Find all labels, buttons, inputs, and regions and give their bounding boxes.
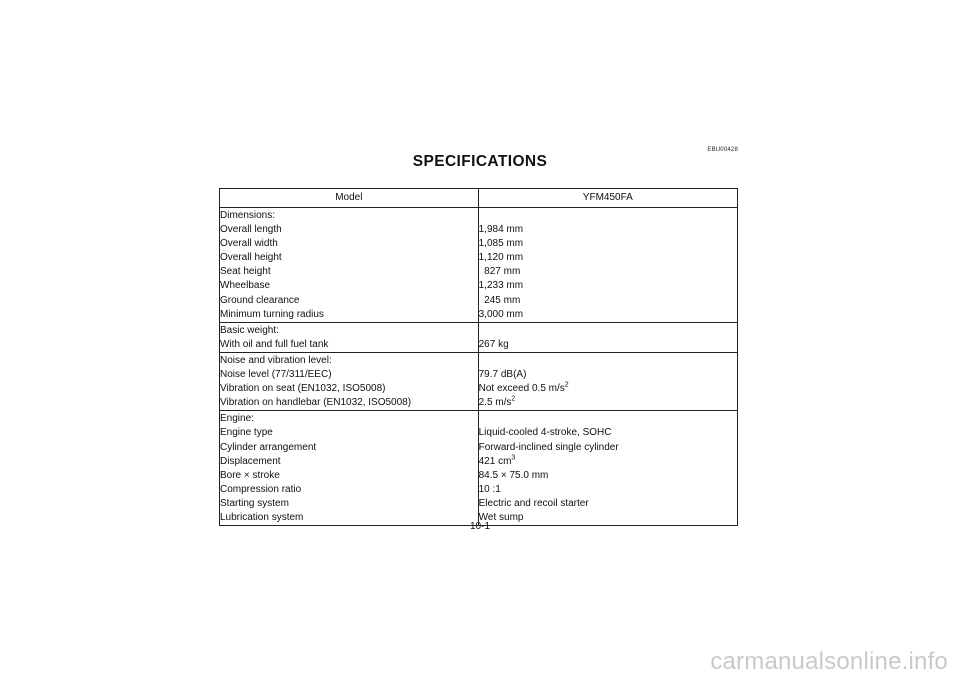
spec-row [220,265,738,279]
spec-row [220,426,738,440]
spec-group-heading-row [220,322,738,338]
spec-row [220,441,738,455]
spec-value-cell [478,294,737,308]
page-title: SPECIFICATIONS [412,153,548,170]
spec-value: 84.5 × 75.0 mm [478,469,549,481]
spec-value: 10 :1 [478,483,501,495]
spec-label: Overall height [220,251,479,265]
spec-value: 267 kg [478,338,509,350]
spec-value: 3,000 mm [478,308,524,320]
specifications-table [219,188,738,526]
spec-value-cell [478,265,737,279]
spec-label: Vibration on seat (EN1032, ISO5008) [220,382,479,396]
spec-group-heading-blank [478,208,737,224]
spec-value-cell [478,279,737,293]
spec-row [220,223,738,237]
spec-label: Noise level (77/311/EEC) [220,368,479,382]
spec-value-cell [478,251,737,265]
unit-exponent: 3 [511,454,516,462]
spec-value: 1,120 mm [478,252,524,264]
spec-value-cell [478,483,737,497]
spec-row [220,497,738,511]
page-number: 10-1 [469,521,490,532]
spec-value: 1,984 mm [478,224,524,236]
spec-value: Not exceed 0.5 m/s [478,383,565,395]
spec-label: Vibration on handlebar (EN1032, ISO5008) [220,396,479,411]
spec-value-cell [478,469,737,483]
spec-row [220,469,738,483]
spec-value-cell [478,455,737,469]
spec-value: Wet sump [478,511,524,523]
spec-value-cell [478,368,737,382]
spec-label: Ground clearance [220,294,479,308]
spec-value: 827 mm [478,266,521,278]
spec-label: Lubrication system [220,511,479,526]
unit-exponent: 2 [564,381,569,389]
spec-value: Forward-inclined single cylinder [478,441,619,453]
unit-exponent: 2 [511,395,516,403]
watermark: carmanualsonline.info [710,648,948,675]
spec-value-cell [478,426,737,440]
spec-value-cell [478,382,737,396]
document-code: EBU00428 [707,147,738,153]
spec-value-cell [478,338,737,353]
spec-group-heading-blank [478,352,737,368]
spec-row [220,251,738,265]
spec-row [220,455,738,469]
spec-label: Engine type [220,426,479,440]
header-model-name: YFM450FA [478,189,737,208]
spec-label: Cylinder arrangement [220,441,479,455]
spec-value-cell [478,396,737,411]
header-model: Model [220,189,479,208]
spec-row [220,483,738,497]
spec-row [220,237,738,251]
spec-group-heading: Dimensions: [220,208,479,224]
table-header-row [220,189,738,208]
spec-row [220,396,738,411]
spec-row [220,308,738,323]
spec-value-cell [478,497,737,511]
spec-value: 79.7 dB(A) [478,369,527,381]
spec-group-heading: Basic weight: [220,322,479,338]
spec-value: 1,085 mm [478,238,524,250]
spec-label: Overall length [220,223,479,237]
spec-group-heading: Noise and vibration level: [220,352,479,368]
specifications-body [220,208,738,526]
spec-label: Compression ratio [220,483,479,497]
spec-label: With oil and full fuel tank [220,338,479,353]
spec-value: Electric and recoil starter [478,497,589,509]
spec-label: Minimum turning radius [220,308,479,323]
spec-label: Overall width [220,237,479,251]
spec-row [220,382,738,396]
spec-label: Starting system [220,497,479,511]
spec-value-cell [478,441,737,455]
spec-group-heading-blank [478,411,737,427]
spec-group-heading-row [220,352,738,368]
spec-row [220,368,738,382]
spec-row [220,279,738,293]
spec-value-cell [478,237,737,251]
spec-group-heading-blank [478,322,737,338]
spec-label: Wheelbase [220,279,479,293]
spec-group-heading: Engine: [220,411,479,427]
spec-label: Seat height [220,265,479,279]
spec-group-heading-row [220,208,738,224]
spec-row [220,338,738,353]
spec-value: 245 mm [478,294,521,306]
spec-value: 2.5 m/s [478,397,512,409]
spec-label: Bore × stroke [220,469,479,483]
spec-value: 421 cm [478,455,512,467]
spec-value: 1,233 mm [478,280,524,292]
spec-row [220,294,738,308]
spec-group-heading-row [220,411,738,427]
spec-value: Liquid-cooled 4-stroke, SOHC [478,427,612,439]
spec-value-cell [478,308,737,323]
spec-label: Displacement [220,455,479,469]
spec-value-cell [478,223,737,237]
